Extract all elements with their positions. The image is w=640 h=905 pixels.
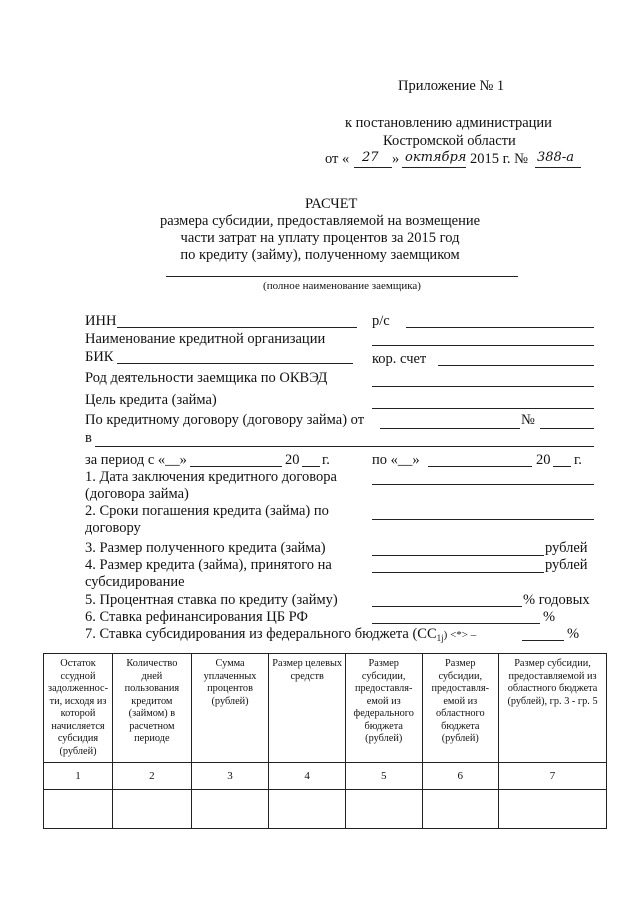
- item4-label-cont: субсидирование: [85, 574, 185, 590]
- item6-unit: %: [543, 609, 556, 625]
- item2-label: 2. Сроки погашения кредита (займа) по: [85, 503, 329, 519]
- col-header-3: Сумма уплаченных процентов (рублей): [191, 654, 269, 763]
- activity-field[interactable]: [372, 386, 594, 387]
- credit-org-field[interactable]: [372, 345, 594, 346]
- contract-date-field[interactable]: [380, 428, 520, 429]
- appendix-label: Приложение № 1: [398, 78, 505, 94]
- col-header-2: Количество дней пользования кредитом (займом) в расчетном периоде: [113, 654, 192, 763]
- col-number: 3: [191, 763, 269, 790]
- item1-label-cont: (договора займа): [85, 486, 189, 502]
- col-number: 6: [422, 763, 499, 790]
- col-header-6: Размер субсидии, предоставля-емой из областного бюджета (рублей): [422, 654, 499, 763]
- date-prefix: от «: [325, 151, 350, 167]
- table-row: [44, 790, 607, 829]
- item2-field[interactable]: [372, 519, 594, 520]
- item7-label: [85, 626, 476, 647]
- purpose-field[interactable]: [372, 408, 594, 409]
- table-cell[interactable]: [269, 790, 346, 829]
- item2-label-cont: договору: [85, 520, 141, 536]
- period-from-year: 20: [285, 452, 300, 468]
- item1-label: 1. Дата заключения кредитного договора: [85, 469, 337, 485]
- title-line2: части затрат на уплату процентов за 2015 год: [180, 230, 460, 246]
- date-month: октября: [405, 150, 467, 165]
- bik-label: БИК: [85, 349, 114, 365]
- item4-label: 4. Размер кредита (займа), принятого на: [85, 557, 332, 573]
- rs-field[interactable]: [406, 327, 594, 328]
- kor-label: кор. счет: [372, 351, 427, 367]
- contract-label: По кредитному договору (договору займа) от: [85, 412, 365, 428]
- item6-label: 6. Ставка рефинансирования ЦБ РФ: [85, 609, 308, 625]
- contract-no-field[interactable]: [540, 428, 594, 429]
- title-line1: размера субсидии, предоставляемой на возмещение: [159, 213, 481, 229]
- col-header-5: Размер субсидии, предоставля-емой из федерального бюджета (рублей): [345, 654, 422, 763]
- period-to-label: по «__»: [372, 452, 420, 468]
- period-to-g: г.: [574, 452, 582, 468]
- col-number: 5: [345, 763, 422, 790]
- item3-label: 3. Размер полученного кредита (займа): [85, 540, 326, 556]
- title-line3: по кредиту (займу), полученному заемщиком: [180, 247, 460, 263]
- col-number: 4: [269, 763, 346, 790]
- item4-unit: рублей: [545, 557, 588, 573]
- table-header-row: [44, 654, 607, 763]
- decree-number: 388-а: [537, 150, 574, 165]
- period-from-label: за период с «__»: [85, 452, 187, 468]
- item7-subscript: 1j: [436, 633, 444, 643]
- rs-label: р/с: [372, 313, 390, 329]
- table-cell[interactable]: [499, 790, 607, 829]
- item3-field[interactable]: [372, 555, 544, 556]
- item7-text: 7. Ставка субсидирования из федерального бюджета (СС: [85, 626, 437, 642]
- item4-field[interactable]: [372, 572, 544, 573]
- col-number: 2: [113, 763, 192, 790]
- item7-end: ) <*> –: [443, 629, 477, 641]
- item1-field[interactable]: [372, 484, 594, 485]
- bik-field[interactable]: [117, 363, 353, 364]
- activity-label: Род деятельности заемщика по ОКВЭД: [85, 370, 328, 386]
- table-cell[interactable]: [44, 790, 113, 829]
- col-number: 1: [44, 763, 113, 790]
- col-number: 7: [499, 763, 607, 790]
- decree-line2: Костромской области: [383, 133, 516, 149]
- kor-field[interactable]: [438, 365, 594, 366]
- table-cell[interactable]: [345, 790, 422, 829]
- table-cell[interactable]: [191, 790, 269, 829]
- item3-unit: рублей: [545, 540, 588, 556]
- date-year: 2015 г. №: [470, 151, 529, 167]
- date-day: 27: [362, 150, 379, 165]
- table-cell[interactable]: [422, 790, 499, 829]
- subsidy-table: [43, 653, 607, 829]
- period-to-year: 20: [536, 452, 551, 468]
- decree-line1: к постановлению администрации: [345, 115, 552, 131]
- inn-label: ИНН: [85, 313, 117, 329]
- credit-org-label: Наименование кредитной организации: [85, 331, 326, 347]
- contract-no-label: №: [521, 412, 535, 428]
- borrower-caption: (полное наименование заемщика): [263, 280, 421, 292]
- item6-field[interactable]: [372, 623, 540, 624]
- period-to-field[interactable]: [428, 466, 532, 467]
- bank-in-field[interactable]: [95, 446, 594, 447]
- item5-field[interactable]: [372, 606, 522, 607]
- col-header-4: Размер целевых средств: [269, 654, 346, 763]
- col-header-7: Размер субсидии, предоставляемой из областного бюджета (рублей), гр. 3 - гр. 5: [499, 654, 607, 763]
- period-from-field[interactable]: [190, 466, 282, 467]
- item7-unit: %: [567, 626, 580, 642]
- inn-field[interactable]: [117, 327, 357, 328]
- table-number-row: [44, 763, 607, 790]
- item5-label: 5. Процентная ставка по кредиту (займу): [85, 592, 338, 608]
- period-from-g: г.: [322, 452, 330, 468]
- col-header-1: Остаток ссудной задолженнос-ти, исходя из которой начисляется субсидия (рублей): [44, 654, 113, 763]
- date-mid: »: [392, 151, 400, 167]
- table-cell[interactable]: [113, 790, 192, 829]
- bank-in-label: в: [85, 430, 92, 446]
- purpose-label: Цель кредита (займа): [85, 392, 217, 408]
- doc-title: РАСЧЕТ: [305, 196, 358, 212]
- item5-unit: % годовых: [523, 592, 590, 608]
- item7-field[interactable]: [522, 640, 564, 641]
